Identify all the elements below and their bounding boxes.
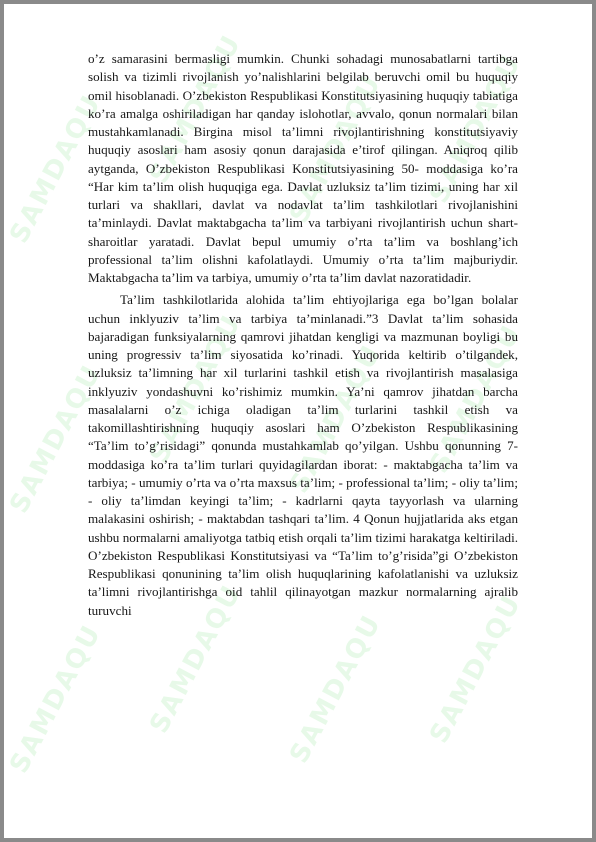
- watermark: SAMDAQU: [424, 589, 528, 749]
- watermark: SAMDAQU: [144, 29, 248, 189]
- watermark: SAMDAQU: [144, 579, 248, 739]
- watermark: SAMDAQU: [4, 359, 108, 519]
- watermark: SAMDAQU: [144, 309, 248, 469]
- watermark: SAMDAQU: [284, 339, 388, 499]
- paragraph-2: Ta’lim tashkilotlarida alohida ta’lim ehtiyojlariga ega bo’lgan bolalar uchun inklyuziv ta’lim va tarbiya ta’minlanadi.”3 Davlat ta’lim sohasida bajaradigan funksiyalarning qamrovi jihatdan kengligi va mazmunan boyligi bu uning progressiv ta’lim siyosatida ko’rinadi. Yuqorida keltirib o’tilgandek, uzluksiz ta’limning har xil turlarini tashkil etish va rivojlantirish masalasiga inklyuziv yondashuvni ko’rishimiz mumkin. Ya’ni qamrov jihatdan barcha masalalarni o’z ichiga oladigan ta’lim turlarini tashkil etish va takomillashtirishning huquqiy asoslari ham O’zbekiston Respublikasining “Ta’lim to’g’risidagi” qonunda mustahkamlab qo’yilgan. Ushbu qonunning 7-moddasiga ko’ra ta’lim turlari quyidagilardan iborat: - maktabgacha ta’lim va tarbiya; - umumiy o’rta va o’rta maxsus ta’lim; - professional ta’lim; - oliy ta’lim; - oliy ta’limdan keyingi ta’lim; - kadrlarni qayta tayyorlash va ularning malakasini oshirish; - maktabdan tashqari ta’lim. 4 Qonun hujjatlarida aks etgan ushbu normalarni amaliyotga tatbiq etish orqali ta’lim tizimi harakatga keltiriladi. O’zbekiston Respublikasi Konstitutsiyasi va “Ta’lim to’g’risida”gi O’zbekiston Respublikasi qonunining ta’lim olish huquqlarining kafolatlanishi va uzluksiz ta’limni rivojlantirishga oid tahlil qilinayotgan mazkur normalarning ajralib turuvchi: [88, 292, 518, 618]
- paragraph-1: o’z samarasini bermasligi mumkin. Chunki sohadagi munosabatlarni tartibga solish va tizimli rivojlanish yo’nalishlarini belgilab beruvchi omil bu huquqiy omil hisoblanadi. O’zbekiston Respublikasi Konstitutsiyasining huquqiy tabiatiga ko’ra amalga oshiriladigan har qanday islohotlar, avvalo, qonun normalari bilan mustahkamlanadi. Birgina misol ta’limni rivojlantirishning konstitutsiyaviy huquqiy asoslari ham asosiy qonun darajasida e’tirof qilingan. Aniqroq qilib aytganda, O’zbekiston Respublikasi Konstitutsiyasining 50- moddasiga ko’ra “Har kim ta’lim olish huquqiga ega. Davlat uzluksiz ta’lim tizimi, uning har xil turlari va shakllari, davlat va nodavlat ta’lim tashkilotlari rivojlanishini ta’minlaydi. Davlat maktabgacha ta’lim va tarbiyani rivojlantirish uchun shart-sharoitlar yaratadi. Davlat bepul umumiy o’rta ta’lim va boshlang’ich professional ta’lim olishni kafolatlaydi. Umumiy o’rta ta’lim majburiydir. Maktabgacha ta’lim va tarbiya, umumiy o’rta ta’lim davlat nazoratidadir.: [88, 51, 518, 285]
- watermark: SAMDAQU: [284, 609, 388, 769]
- watermark: SAMDAQU: [424, 49, 528, 209]
- watermark: SAMDAQU: [4, 89, 108, 249]
- body-text: [88, 50, 518, 620]
- watermark: SAMDAQU: [4, 619, 108, 779]
- watermark: SAMDAQU: [284, 69, 388, 229]
- watermark: SAMDAQU: [424, 319, 528, 479]
